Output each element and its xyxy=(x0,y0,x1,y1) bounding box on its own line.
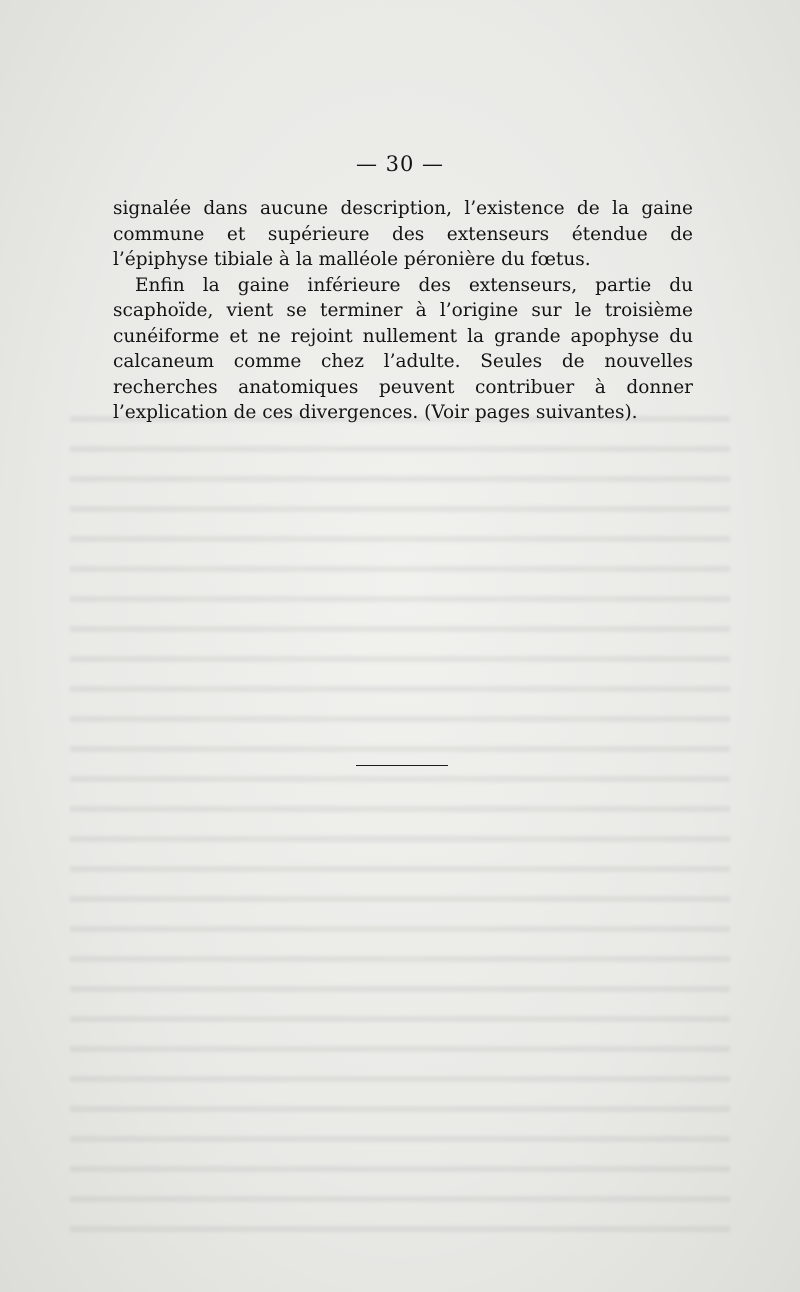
paragraph-2: Enfin la gaine inférieure des extenseurs, partie du scaphoïde, vient se terminer à l’origine sur le troisième cunéiforme et ne rejoint nullement la grande apophyse du calcaneum comme chez l’adulte. Seules de nouvelles recherches anatomiques peuvent contribuer à donner l’explication de ces divergences. (Voir pages suivantes). xyxy=(113,274,693,423)
paragraph-1: signalée dans aucune description, l’existence de la gaine commune et supérieure des extenseurs étendue de l’épiphyse tibiale à la malléole péronière du fœtus. xyxy=(113,198,693,270)
bleed-through-text xyxy=(70,400,730,1240)
body-text xyxy=(113,196,693,426)
section-separator xyxy=(356,765,448,766)
page-number: — 30 — xyxy=(355,152,445,176)
